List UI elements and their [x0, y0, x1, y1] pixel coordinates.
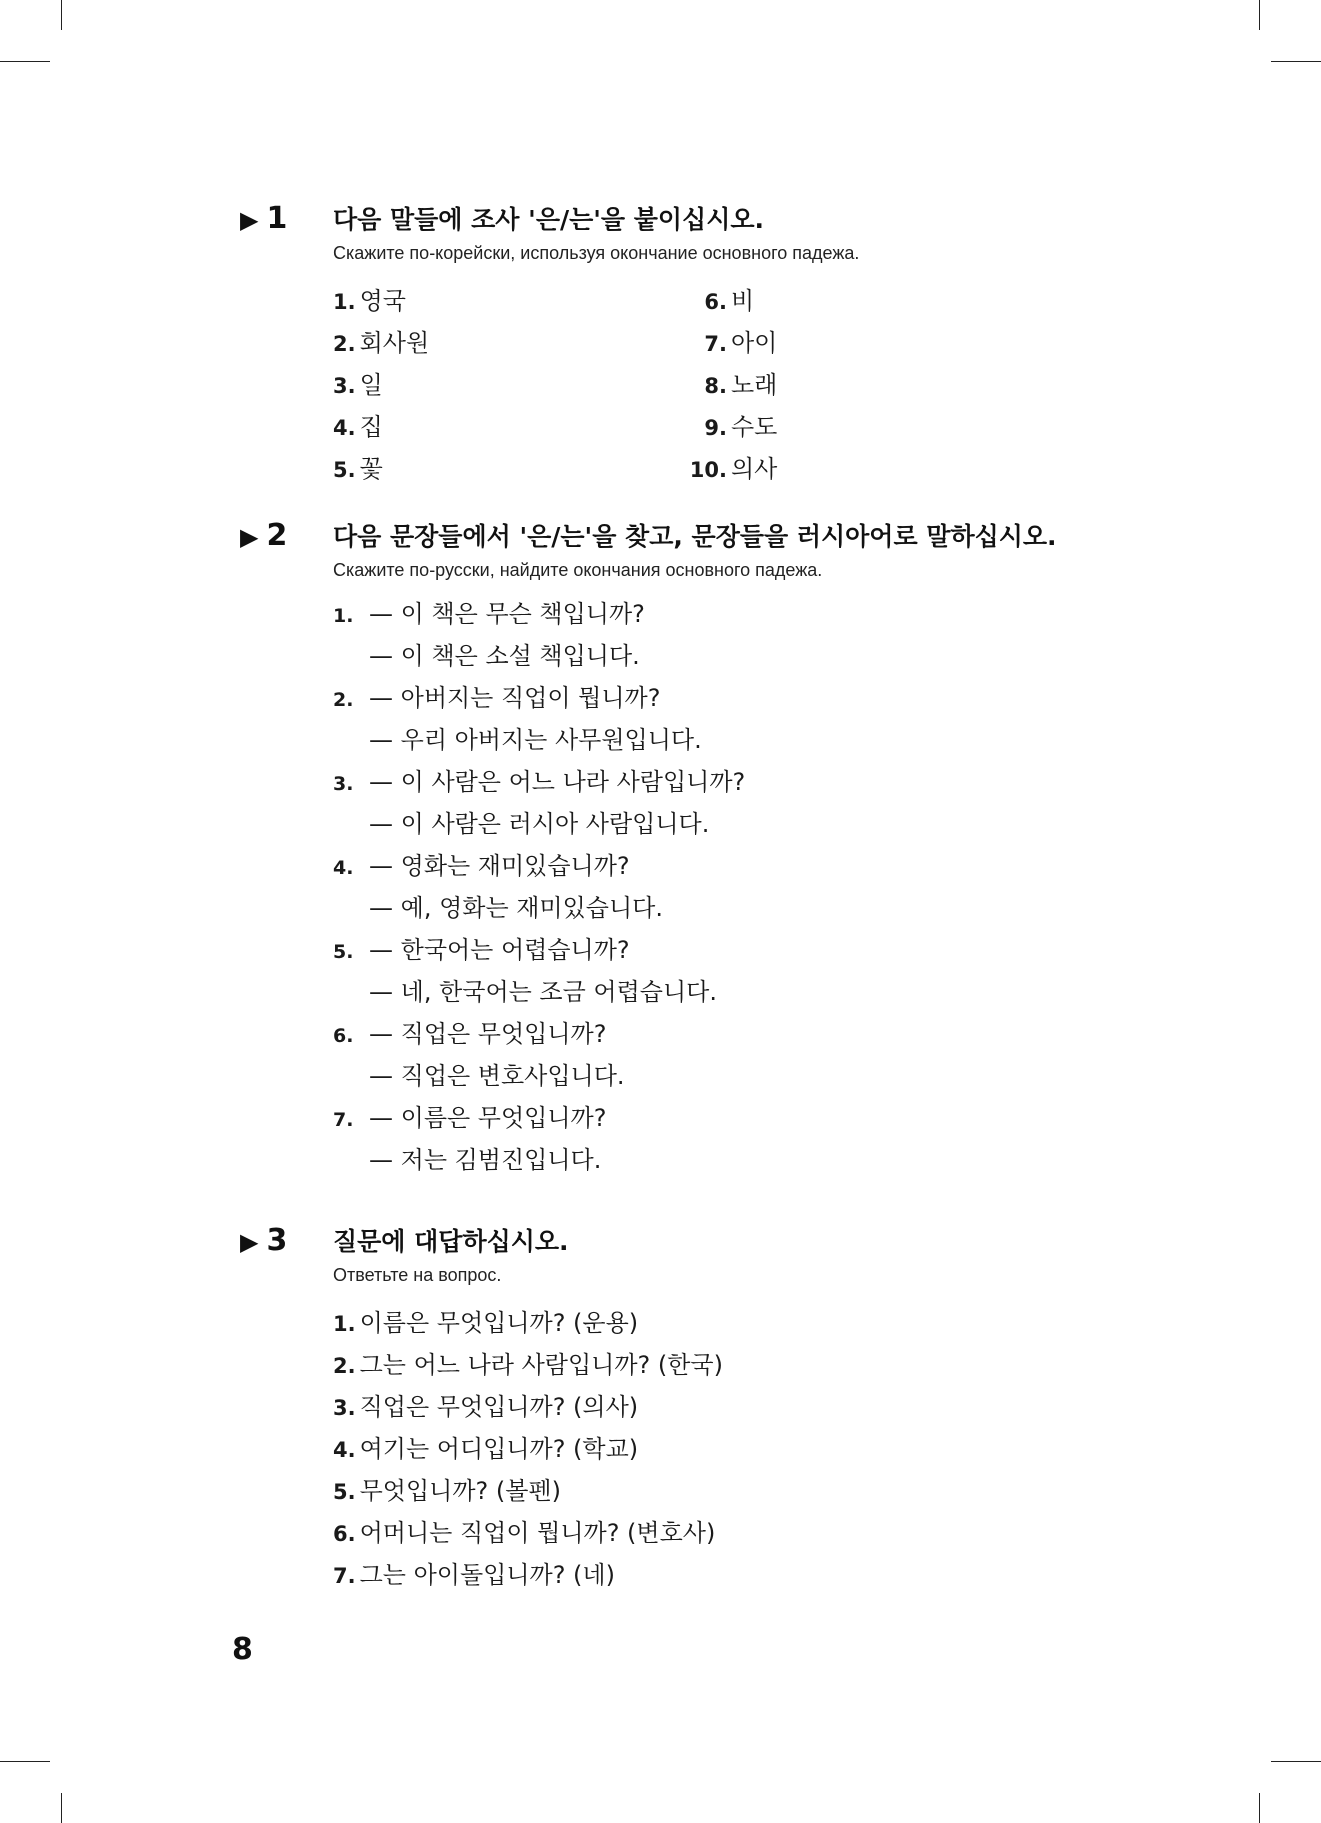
item-number: 9.	[704, 416, 727, 440]
item-number: 6.	[704, 290, 727, 314]
item-number: 2.	[333, 332, 356, 356]
item-text: 어머니는 직업이 뭡니까? (변호사)	[359, 1519, 716, 1547]
question-text: — 영화는 재미있습니까?	[369, 852, 630, 880]
item-number: 4.	[333, 1438, 356, 1462]
triangle-bullet-icon: ▶	[240, 206, 259, 234]
dialog-question	[333, 677, 745, 719]
crop-mark	[1259, 0, 1260, 30]
exercise-title: 질문에 대답하십시오.	[333, 1227, 569, 1256]
exercise-subtitle: Скажите по-русски, найдите окончания основного падежа.	[333, 560, 823, 580]
dialog-answer	[333, 1139, 745, 1181]
word-item	[333, 364, 673, 406]
question-text: — 이 사람은 어느 나라 사람입니까?	[369, 768, 746, 796]
item-text: 의사	[731, 455, 778, 483]
item-text: 영국	[359, 287, 406, 315]
crop-mark	[61, 0, 62, 30]
word-item	[681, 280, 1021, 322]
dialog-question	[333, 929, 745, 971]
question-item	[333, 1428, 723, 1470]
dialog-question	[333, 1013, 745, 1055]
exercise-number: 2	[266, 518, 288, 553]
question-text: — 이 책은 무슨 책입니까?	[369, 600, 645, 628]
question-text: — 직업은 무엇입니까?	[369, 1020, 607, 1048]
item-text: 무엇입니까? (볼펜)	[359, 1477, 561, 1505]
item-text: 일	[359, 371, 383, 399]
dialog-answer	[333, 1055, 745, 1097]
word-item	[681, 448, 1021, 490]
exercise-2	[240, 518, 1240, 1181]
word-item	[681, 322, 1021, 364]
answer-text: — 이 책은 소설 책입니다.	[369, 642, 640, 670]
item-text: 이름은 무엇입니까? (운용)	[359, 1309, 639, 1337]
question-text: — 이름은 무엇입니까?	[369, 1104, 607, 1132]
dialog-question	[333, 1097, 745, 1139]
crop-mark	[1271, 61, 1321, 62]
item-number: 4.	[333, 416, 356, 440]
dialog-answer	[333, 803, 745, 845]
dialog-answer	[333, 971, 745, 1013]
question-item	[333, 1470, 723, 1512]
exercise-marker	[240, 518, 288, 553]
item-text: 비	[731, 287, 755, 315]
crop-mark	[0, 61, 50, 62]
question-item	[333, 1512, 723, 1554]
exercise-number: 1	[266, 201, 288, 236]
item-number: 3.	[333, 773, 354, 795]
answer-text: — 직업은 변호사입니다.	[369, 1062, 625, 1090]
item-number: 5.	[333, 941, 354, 963]
item-text: 아이	[731, 329, 778, 357]
question-item	[333, 1386, 723, 1428]
word-item	[333, 280, 673, 322]
dialog-list	[333, 593, 745, 1181]
item-number: 2.	[333, 1354, 356, 1378]
item-number: 5.	[333, 458, 356, 482]
question-text: — 아버지는 직업이 뭡니까?	[369, 684, 661, 712]
exercise-marker	[240, 201, 288, 236]
word-item	[681, 406, 1021, 448]
item-number: 8.	[704, 374, 727, 398]
item-number: 1.	[333, 1312, 356, 1336]
item-text: 수도	[731, 413, 778, 441]
item-number: 5.	[333, 1480, 356, 1504]
item-number: 7.	[333, 1564, 356, 1588]
exercise-title: 다음 말들에 조사 '은/는'을 붙이십시오.	[333, 205, 765, 234]
word-item	[681, 364, 1021, 406]
answer-text: — 우리 아버지는 사무원입니다.	[369, 726, 702, 754]
item-number: 6.	[333, 1522, 356, 1546]
item-text: 꽃	[359, 455, 383, 483]
exercise-subtitle: Скажите по-корейски, используя окончание основного падежа.	[333, 243, 860, 263]
item-text: 노래	[731, 371, 778, 399]
dialog-question	[333, 761, 745, 803]
item-text: 회사원	[359, 329, 430, 357]
item-number: 3.	[333, 1396, 356, 1420]
item-number: 6.	[333, 1025, 354, 1047]
triangle-bullet-icon: ▶	[240, 523, 259, 551]
dialog-answer	[333, 719, 745, 761]
item-text: 집	[359, 413, 383, 441]
answer-text: — 네, 한국어는 조금 어렵습니다.	[369, 978, 717, 1006]
exercise-marker	[240, 1223, 288, 1258]
item-number: 3.	[333, 374, 356, 398]
word-item	[333, 322, 673, 364]
crop-mark	[61, 1793, 62, 1823]
crop-mark	[1271, 1761, 1321, 1762]
answer-text: — 예, 영화는 재미있습니다.	[369, 894, 663, 922]
item-number: 1.	[333, 605, 354, 627]
exercise-number: 3	[266, 1223, 288, 1258]
word-item	[333, 406, 673, 448]
question-text: — 한국어는 어렵습니까?	[369, 936, 630, 964]
exercise-subtitle: Ответьте на вопрос.	[333, 1265, 502, 1285]
item-number: 4.	[333, 857, 354, 879]
item-text: 그는 어느 나라 사람입니까? (한국)	[359, 1351, 723, 1379]
word-item	[333, 448, 673, 490]
dialog-question	[333, 593, 745, 635]
question-item	[333, 1554, 723, 1596]
item-number: 7.	[333, 1109, 354, 1131]
dialog-answer	[333, 887, 745, 929]
crop-mark	[1259, 1793, 1260, 1823]
item-number: 10.	[689, 458, 727, 482]
answer-text: — 이 사람은 러시아 사람입니다.	[369, 810, 710, 838]
item-number: 1.	[333, 290, 356, 314]
answer-text: — 저는 김범진입니다.	[369, 1146, 602, 1174]
dialog-answer	[333, 635, 745, 677]
item-text: 직업은 무엇입니까? (의사)	[359, 1393, 639, 1421]
question-item	[333, 1344, 723, 1386]
exercise-title: 다음 문장들에서 '은/는'을 찾고, 문장들을 러시아어로 말하십시오.	[333, 522, 1057, 551]
item-text: 여기는 어디입니까? (학교)	[359, 1435, 639, 1463]
page-number: 8	[232, 1632, 253, 1667]
item-number: 7.	[704, 332, 727, 356]
dialog-question	[333, 845, 745, 887]
item-text: 그는 아이돌입니까? (네)	[359, 1561, 615, 1589]
exercise-1	[240, 201, 1240, 494]
crop-mark	[0, 1761, 50, 1762]
exercise-3	[240, 1223, 1240, 1606]
item-number: 2.	[333, 689, 354, 711]
question-item	[333, 1302, 723, 1344]
triangle-bullet-icon: ▶	[240, 1228, 259, 1256]
question-list	[333, 1302, 723, 1596]
